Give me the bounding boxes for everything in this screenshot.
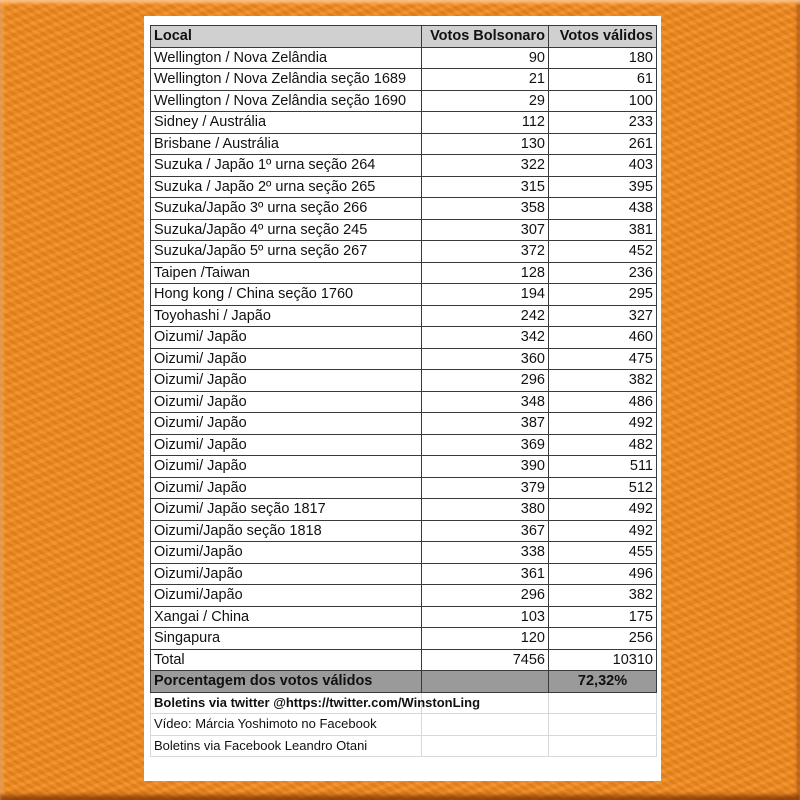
cell-votos-bolsonaro: 296: [422, 370, 549, 392]
cell-votos-validos: 496: [549, 563, 657, 585]
cell-votos-bolsonaro: 103: [422, 606, 549, 628]
cell-votos-bolsonaro: 90: [422, 47, 549, 69]
cell-local: Taipen /Taiwan: [151, 262, 422, 284]
cell-local: Oizumi/Japão: [151, 563, 422, 585]
cell-votos-bolsonaro: 338: [422, 542, 549, 564]
cell-local: Oizumi/ Japão: [151, 370, 422, 392]
table-row: [151, 198, 657, 220]
cell-votos-validos: 261: [549, 133, 657, 155]
table-row: [151, 133, 657, 155]
cell-votos-validos: 100: [549, 90, 657, 112]
table-row: [151, 176, 657, 198]
table-row: [151, 413, 657, 435]
cell-votos-validos: 381: [549, 219, 657, 241]
cell-local: Suzuka/Japão 3º urna seção 266: [151, 198, 422, 220]
cell-local: Wellington / Nova Zelândia seção 1690: [151, 90, 422, 112]
cell-votos-validos: 327: [549, 305, 657, 327]
table-row: [151, 499, 657, 521]
cell-local: Hong kong / China seção 1760: [151, 284, 422, 306]
cell-votos-bolsonaro: 322: [422, 155, 549, 177]
footnote-empty-cell: [422, 714, 549, 736]
cell-votos-validos: 295: [549, 284, 657, 306]
percentage-label: Porcentagem dos votos válidos: [151, 671, 422, 693]
cell-votos-bolsonaro: 296: [422, 585, 549, 607]
cell-local: Oizumi/ Japão seção 1817: [151, 499, 422, 521]
header-votos-bolsonaro: Votos Bolsonaro: [422, 26, 549, 48]
cell-votos-validos: 492: [549, 413, 657, 435]
table-row: [151, 69, 657, 91]
cell-local: Oizumi/ Japão: [151, 434, 422, 456]
cell-local: Oizumi/ Japão: [151, 477, 422, 499]
cell-votos-validos: 382: [549, 585, 657, 607]
cell-votos-validos: 236: [549, 262, 657, 284]
cell-votos-validos: 452: [549, 241, 657, 263]
cell-local: Wellington / Nova Zelândia: [151, 47, 422, 69]
cell-votos-validos: 475: [549, 348, 657, 370]
cell-votos-bolsonaro: 361: [422, 563, 549, 585]
table-row: [151, 434, 657, 456]
table-row: [151, 348, 657, 370]
footnote-empty-cell: [549, 735, 657, 757]
table-row: [151, 628, 657, 650]
total-label: Total: [151, 649, 422, 671]
cell-votos-validos: 460: [549, 327, 657, 349]
cell-votos-bolsonaro: 29: [422, 90, 549, 112]
cell-votos-validos: 455: [549, 542, 657, 564]
table-row: [151, 585, 657, 607]
total-validos: 10310: [549, 649, 657, 671]
cell-local: Suzuka/Japão 4º urna seção 245: [151, 219, 422, 241]
percentage-row: [151, 671, 657, 693]
footnote-facebook: Boletins via Facebook Leandro Otani: [151, 735, 422, 757]
cell-votos-bolsonaro: 367: [422, 520, 549, 542]
table-row: [151, 305, 657, 327]
cell-votos-validos: 403: [549, 155, 657, 177]
cell-local: Oizumi/ Japão: [151, 327, 422, 349]
cell-votos-bolsonaro: 372: [422, 241, 549, 263]
footnote-row: [151, 735, 657, 757]
cell-votos-validos: 175: [549, 606, 657, 628]
table-row: [151, 219, 657, 241]
cell-votos-validos: 486: [549, 391, 657, 413]
table-row: [151, 456, 657, 478]
cell-votos-validos: 438: [549, 198, 657, 220]
cell-local: Singapura: [151, 628, 422, 650]
cell-local: Suzuka / Japão 2º urna seção 265: [151, 176, 422, 198]
cell-votos-validos: 395: [549, 176, 657, 198]
cell-votos-bolsonaro: 387: [422, 413, 549, 435]
table-row: [151, 563, 657, 585]
cell-votos-validos: 256: [549, 628, 657, 650]
cell-votos-bolsonaro: 194: [422, 284, 549, 306]
cell-votos-bolsonaro: 369: [422, 434, 549, 456]
cell-local: Oizumi/ Japão: [151, 391, 422, 413]
table-row: [151, 241, 657, 263]
table-row: [151, 391, 657, 413]
cell-local: Suzuka / Japão 1º urna seção 264: [151, 155, 422, 177]
cell-votos-bolsonaro: 130: [422, 133, 549, 155]
cell-local: Oizumi/ Japão: [151, 456, 422, 478]
cell-local: Sidney / Austrália: [151, 112, 422, 134]
cell-local: Suzuka/Japão 5º urna seção 267: [151, 241, 422, 263]
cell-votos-bolsonaro: 21: [422, 69, 549, 91]
cell-votos-validos: 382: [549, 370, 657, 392]
footnote-empty-cell: [549, 714, 657, 736]
footnote-empty-cell: [549, 692, 657, 714]
cell-local: Oizumi/Japão: [151, 585, 422, 607]
cell-local: Oizumi/ Japão: [151, 413, 422, 435]
cell-votos-bolsonaro: 128: [422, 262, 549, 284]
cell-votos-bolsonaro: 112: [422, 112, 549, 134]
table-row: [151, 606, 657, 628]
table-row: [151, 155, 657, 177]
cell-local: Wellington / Nova Zelândia seção 1689: [151, 69, 422, 91]
footnote-row: [151, 692, 657, 714]
table-row: [151, 284, 657, 306]
total-bolsonaro: 7456: [422, 649, 549, 671]
total-row: [151, 649, 657, 671]
table-row: [151, 477, 657, 499]
cell-votos-bolsonaro: 360: [422, 348, 549, 370]
table-row: [151, 47, 657, 69]
table-row: [151, 370, 657, 392]
cell-local: Xangai / China: [151, 606, 422, 628]
cell-votos-bolsonaro: 242: [422, 305, 549, 327]
footnote-row: [151, 714, 657, 736]
table-row: [151, 90, 657, 112]
cell-votos-bolsonaro: 390: [422, 456, 549, 478]
cell-local: Oizumi/Japão: [151, 542, 422, 564]
table-row: [151, 112, 657, 134]
footnote-twitter: Boletins via twitter @https://twitter.com/WinstonLing: [151, 692, 422, 714]
cell-local: Toyohashi / Japão: [151, 305, 422, 327]
cell-votos-validos: 512: [549, 477, 657, 499]
header-votos-validos: Votos válidos: [549, 26, 657, 48]
cell-votos-validos: 492: [549, 499, 657, 521]
cell-local: Oizumi/ Japão: [151, 348, 422, 370]
cell-votos-bolsonaro: 380: [422, 499, 549, 521]
cell-votos-validos: 511: [549, 456, 657, 478]
cell-votos-validos: 233: [549, 112, 657, 134]
header-row: [151, 26, 657, 48]
percentage-value: 72,32%: [549, 671, 657, 693]
header-local: Local: [151, 26, 422, 48]
cell-votos-validos: 180: [549, 47, 657, 69]
cell-votos-bolsonaro: 379: [422, 477, 549, 499]
cell-local: Oizumi/Japão seção 1818: [151, 520, 422, 542]
table-row: [151, 542, 657, 564]
cell-votos-bolsonaro: 307: [422, 219, 549, 241]
cell-votos-bolsonaro: 120: [422, 628, 549, 650]
cell-votos-validos: 61: [549, 69, 657, 91]
table-row: [151, 520, 657, 542]
cell-votos-bolsonaro: 315: [422, 176, 549, 198]
document-sheet: [144, 16, 661, 781]
cell-votos-bolsonaro: 348: [422, 391, 549, 413]
footnote-video: Vídeo: Márcia Yoshimoto no Facebook: [151, 714, 422, 736]
cell-votos-bolsonaro: 342: [422, 327, 549, 349]
cell-local: Brisbane / Austrália: [151, 133, 422, 155]
table-row: [151, 327, 657, 349]
table-row: [151, 262, 657, 284]
cell-votos-validos: 492: [549, 520, 657, 542]
cell-votos-validos: 482: [549, 434, 657, 456]
footnote-empty-cell: [422, 735, 549, 757]
cell-votos-bolsonaro: 358: [422, 198, 549, 220]
percentage-empty-cell: [422, 671, 549, 693]
votes-table: [150, 25, 657, 757]
